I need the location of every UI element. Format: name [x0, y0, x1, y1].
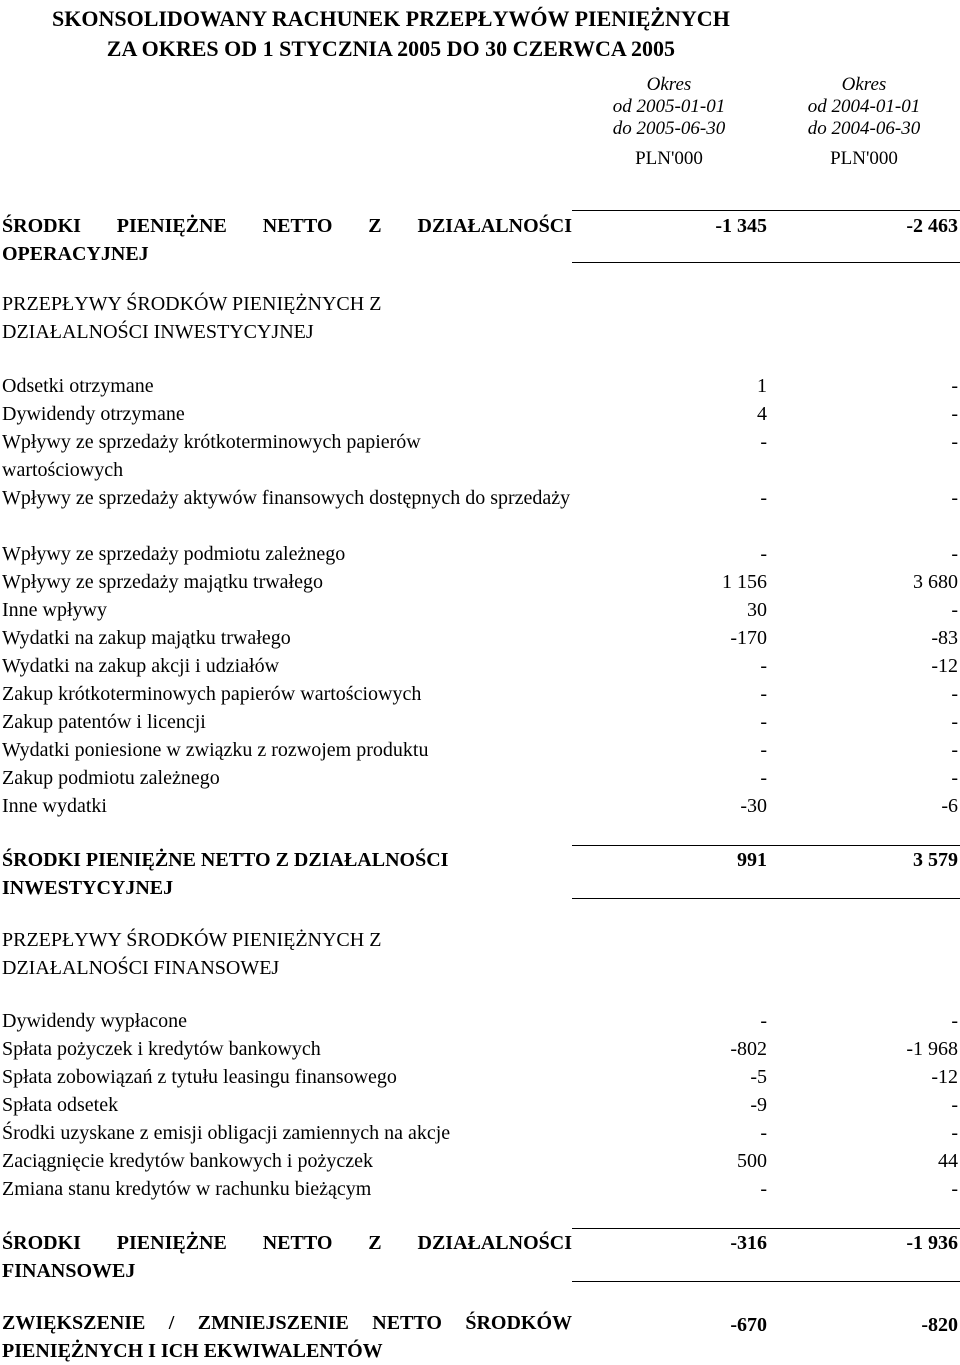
rule-bottom-investing [572, 898, 960, 899]
column-header-2004 [744, 74, 960, 170]
row-label: Wpływy ze sprzedaży krótkoterminowych papierów wartościowych [2, 431, 421, 481]
row-value-2005: 1 156 [722, 571, 767, 593]
row-value-2004: - [951, 403, 958, 425]
net-change-label: ZWIĘKSZENIE / ZMNIEJSZENIE NETTO ŚRODKÓW PIENIĘŻNYCH I ICH EKWIWALENTÓW [2, 1312, 572, 1362]
rule-top-operating [572, 210, 960, 211]
row-value-2004: - [951, 683, 958, 705]
net-change-2004: -820 [921, 1314, 958, 1336]
row-value-2005: - [760, 767, 767, 789]
row-value-2004: - [951, 1010, 958, 1032]
row-label: Zaciągnięcie kredytów bankowych i pożyczek [2, 1150, 373, 1172]
operating-total-2005: -1 345 [715, 215, 767, 237]
financing-total-2004: -1 936 [906, 1232, 958, 1254]
row-value-2004: 3 680 [913, 571, 958, 593]
row-label: Inne wpływy [2, 599, 107, 621]
row-value-2004: -6 [941, 795, 958, 817]
row-label: Zmiana stanu kredytów w rachunku bieżącym [2, 1178, 372, 1200]
row-label: Spłata pożyczek i kredytów bankowych [2, 1038, 321, 1060]
row-label: Środki uzyskane z emisji obligacji zamiennych na akcje [2, 1122, 451, 1144]
row-label: Wpływy ze sprzedaży majątku trwałego [2, 571, 323, 593]
row-value-2004: -1 968 [906, 1038, 958, 1060]
row-value-2005: - [760, 711, 767, 733]
row-value-2004: - [951, 431, 958, 453]
row-value-2005: -9 [750, 1094, 767, 1116]
row-value-2005: - [760, 487, 767, 509]
row-value-2005: -30 [740, 795, 767, 817]
row-label: Dywidendy otrzymane [2, 403, 185, 425]
row-value-2005: - [760, 655, 767, 677]
row-value-2005: - [760, 1010, 767, 1032]
row-value-2004: - [951, 767, 958, 789]
investing-total-2004: 3 579 [913, 849, 958, 871]
row-value-2004: - [951, 375, 958, 397]
row-value-2005: 4 [757, 403, 767, 425]
row-label: Wpływy ze sprzedaży podmiotu zależnego [2, 543, 346, 565]
title-line-2: ZA OKRES OD 1 STYCZNIA 2005 DO 30 CZERWCA 2005 [106, 36, 676, 61]
row-label: Wydatki na zakup akcji i udziałów [2, 655, 280, 677]
document-title [52, 4, 730, 64]
row-label: Zakup patentów i licencji [2, 711, 206, 733]
row-value-2005: 500 [737, 1150, 767, 1172]
row-value-2004: -83 [931, 627, 958, 649]
row-value-2004: - [951, 1122, 958, 1144]
row-value-2005: - [760, 431, 767, 453]
row-value-2005: - [760, 683, 767, 705]
row-label: Wydatki na zakup majątku trwałego [2, 627, 291, 649]
row-value-2004: - [951, 543, 958, 565]
row-label: Spłata zobowiązań z tytułu leasingu finansowego [2, 1066, 397, 1088]
row-value-2004: - [951, 739, 958, 761]
financing-total-label: ŚRODKI PIENIĘŻNE NETTO Z DZIAŁALNOŚCI FINANSOWEJ [2, 1232, 572, 1282]
row-value-2005: - [760, 739, 767, 761]
row-value-2005: - [760, 1178, 767, 1200]
row-value-2004: - [951, 711, 958, 733]
row-value-2004: 44 [938, 1150, 958, 1172]
row-label: Inne wydatki [2, 795, 107, 817]
row-label: Wpływy ze sprzedaży aktywów finansowych dostępnych do sprzedaży [2, 487, 571, 509]
row-value-2004: - [951, 1094, 958, 1116]
investing-section-header: PRZEPŁYWY ŚRODKÓW PIENIĘŻNYCH Z DZIAŁALNOŚCI INWESTYCYJNEJ [2, 293, 382, 343]
row-value-2005: - [760, 1122, 767, 1144]
column-header-line1: Okres [841, 74, 887, 95]
operating-total-2004: -2 463 [906, 215, 958, 237]
rule-bottom-operating [572, 262, 960, 263]
row-value-2004: - [951, 599, 958, 621]
column-header-line3: do 2004-06-30 [807, 118, 921, 139]
operating-total-label: ŚRODKI PIENIĘŻNE NETTO Z DZIAŁALNOŚCI OPERACYJNEJ [2, 215, 572, 265]
row-value-2004: - [951, 1178, 958, 1200]
investing-total-label: ŚRODKI PIENIĘŻNE NETTO Z DZIAŁALNOŚCI INWESTYCYJNEJ [2, 849, 449, 899]
title-line-1: SKONSOLIDOWANY RACHUNEK PRZEPŁYWÓW PIENIĘŻNYCH [52, 6, 730, 31]
row-label: Dywidendy wypłacone [2, 1010, 187, 1032]
investing-total-2005: 991 [737, 849, 767, 871]
row-label: Zakup krótkoterminowych papierów wartościowych [2, 683, 422, 705]
row-value-2005: -802 [730, 1038, 767, 1060]
column-header-line3: do 2005-06-30 [612, 118, 726, 139]
row-label: Wydatki poniesione w związku z rozwojem produktu [2, 739, 429, 761]
row-label: Odsetki otrzymane [2, 375, 154, 397]
column-currency: PLN'000 [830, 148, 898, 169]
row-value-2005: 1 [757, 375, 767, 397]
financing-section-header: PRZEPŁYWY ŚRODKÓW PIENIĘŻNYCH Z DZIAŁALNOŚCI FINANSOWEJ [2, 929, 382, 979]
row-value-2005: -5 [750, 1066, 767, 1088]
row-value-2004: - [951, 487, 958, 509]
financing-total-2005: -316 [730, 1232, 767, 1254]
column-currency: PLN'000 [635, 148, 703, 169]
rule-bottom-financing [572, 1281, 960, 1282]
column-header-line2: od 2005-01-01 [612, 96, 726, 117]
row-value-2004: -12 [931, 655, 958, 677]
net-change-2005: -670 [730, 1314, 767, 1336]
row-value-2005: -170 [730, 627, 767, 649]
column-header-line2: od 2004-01-01 [807, 96, 921, 117]
row-label: Zakup podmiotu zależnego [2, 767, 220, 789]
row-value-2005: - [760, 543, 767, 565]
row-label: Spłata odsetek [2, 1094, 119, 1116]
row-value-2004: -12 [931, 1066, 958, 1088]
column-header-line1: Okres [646, 74, 692, 95]
row-value-2005: 30 [747, 599, 767, 621]
